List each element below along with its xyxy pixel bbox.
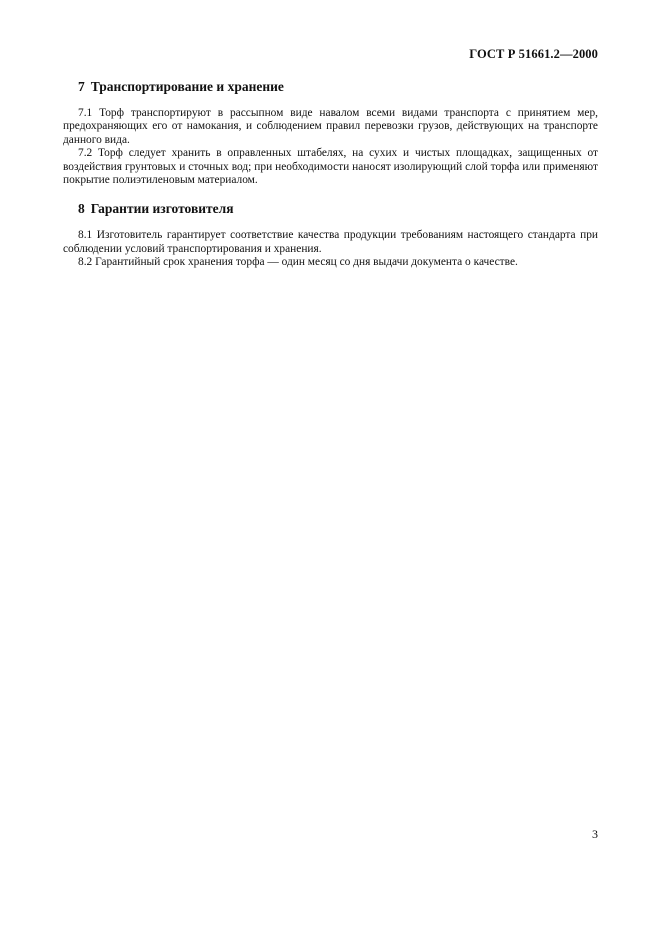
- paragraph-7-2: 7.2 Торф следует хранить в оправленных штабелях, на сухих и чистых площадках, защищенных от воздействия грунтовых и сточных вод; при необходимости наносят изолирующий слой торфа или применяют покрытие полиэтиленовым материалом.: [63, 147, 598, 187]
- page-number: 3: [592, 827, 598, 841]
- paragraph-8-1: 8.1 Изготовитель гарантирует соответствие качества продукции требованиям настоящего стандарта при соблюдении условий транспортирования и хранения.: [63, 229, 598, 255]
- section-number: 8: [78, 201, 85, 217]
- document-body: [63, 79, 598, 270]
- section-number: 7: [78, 79, 85, 94]
- section-title-text: Гарантии изготовителя: [90, 201, 234, 217]
- section-heading: [78, 201, 598, 217]
- paragraph-8-2: 8.2 Гарантийный срок хранения торфа — один месяц со дня выдачи документа о качестве.: [78, 256, 518, 269]
- section-title-text: Транспортирование и хранение: [90, 79, 284, 94]
- section-7: [63, 79, 598, 187]
- paragraph-7-1: 7.1 Торф транспортируют в рассыпном виде навалом всеми видами транспорта с принятием мер, предохраняющих его от намокания, и соблюдением правил перевозки грузов, действующих на транспорте данного вида.: [63, 107, 598, 146]
- section-8: [63, 201, 598, 269]
- section-heading: [78, 79, 598, 95]
- document-code: ГОСТ Р 51661.2—2000: [469, 47, 598, 61]
